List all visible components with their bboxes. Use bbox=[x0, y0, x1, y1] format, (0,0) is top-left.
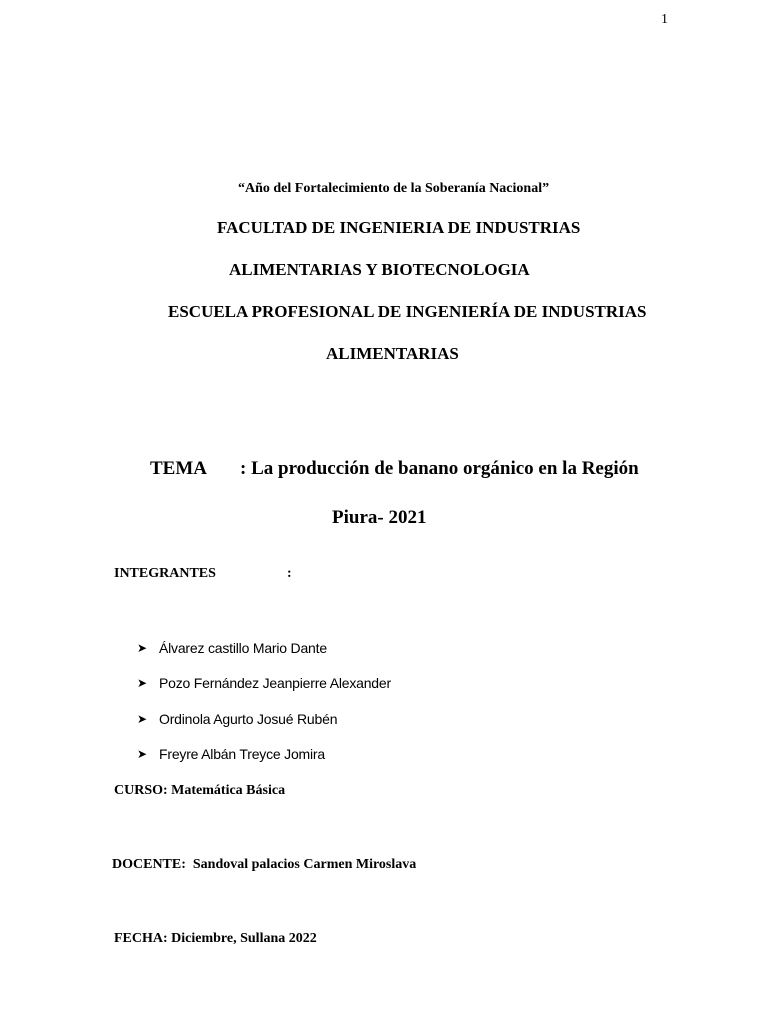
fecha-line: FECHA: Diciembre, Sullana 2022 bbox=[114, 931, 317, 946]
member-name: Álvarez castillo Mario Dante bbox=[159, 640, 327, 656]
tema-label: TEMA bbox=[150, 458, 207, 479]
school-line-2: ALIMENTARIAS bbox=[326, 344, 459, 363]
docente-line: DOCENTE: Sandoval palacios Carmen Miroslava bbox=[112, 857, 417, 872]
motto: “Año del Fortalecimiento de la Soberanía Nacional” bbox=[238, 181, 550, 196]
tema-value-line-2: Piura- 2021 bbox=[332, 507, 427, 528]
arrowhead-bullet-icon: ➤ bbox=[137, 747, 148, 761]
member-name: Ordinola Agurto Josué Rubén bbox=[159, 711, 338, 727]
school-line-1: ESCUELA PROFESIONAL DE INGENIERÍA DE INDUSTRIAS bbox=[168, 302, 647, 321]
integrantes-colon: : bbox=[287, 566, 292, 581]
list-item bbox=[137, 746, 325, 762]
list-item bbox=[137, 675, 391, 691]
integrantes-label: INTEGRANTES bbox=[114, 566, 216, 581]
member-name: Pozo Fernández Jeanpierre Alexander bbox=[159, 675, 391, 691]
arrowhead-bullet-icon: ➤ bbox=[137, 641, 148, 655]
tema-value-line-1: : La producción de banano orgánico en la Región bbox=[240, 458, 639, 479]
faculty-line-1: FACULTAD DE INGENIERIA DE INDUSTRIAS bbox=[217, 218, 581, 237]
list-item bbox=[137, 711, 337, 727]
curso-line: CURSO: Matemática Básica bbox=[114, 783, 286, 798]
list-item bbox=[137, 640, 327, 656]
member-name: Freyre Albán Treyce Jomira bbox=[159, 746, 325, 762]
faculty-line-2: ALIMENTARIAS Y BIOTECNOLOGIA bbox=[229, 260, 530, 279]
arrowhead-bullet-icon: ➤ bbox=[137, 712, 148, 726]
page-number: 1 bbox=[661, 12, 668, 27]
arrowhead-bullet-icon: ➤ bbox=[137, 676, 148, 690]
